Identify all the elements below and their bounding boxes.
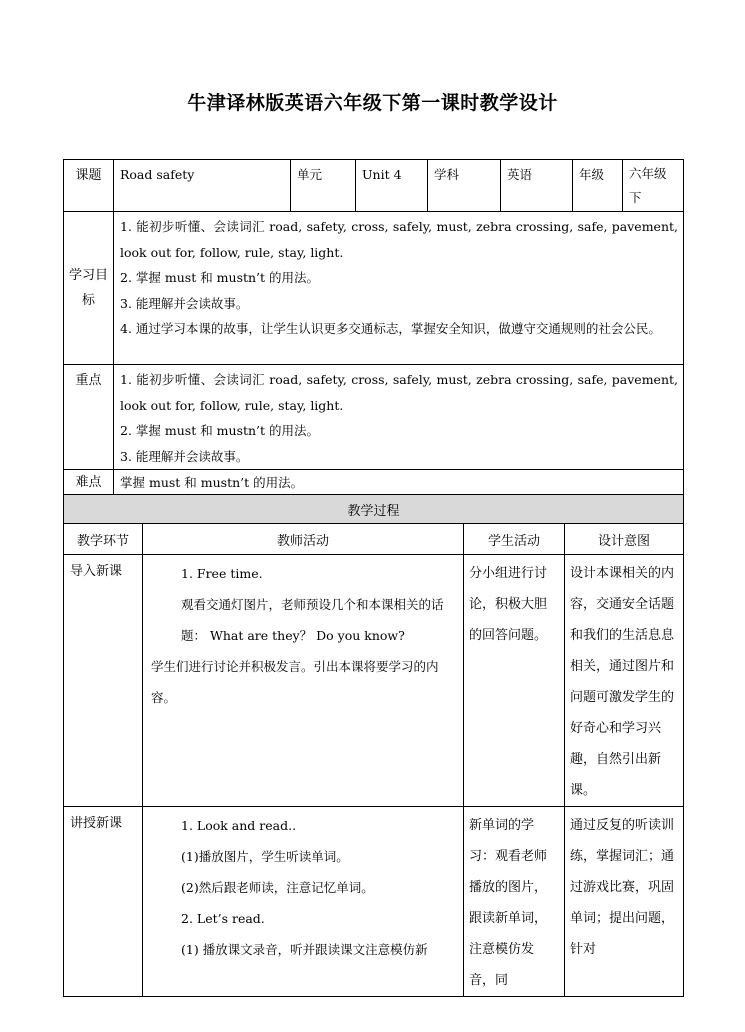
teach-design-text: 通过反复的听读训练，掌握词汇；通过游戏比赛，巩固单词；提出问题，针对 [570,818,675,957]
intro-design-text: 设计本课相关的内容，交通安全话题和我们的生活息息相关，通过图片和问题可激发学生的好奇心和学习兴趣，自然引出新课。 [570,566,675,798]
topic-value: Road safety [114,160,291,212]
unit-value: Unit 4 [356,160,428,212]
teach-design-intent [565,807,684,997]
objectives-line-4: 4. 通过学习本课的故事，让学生认识更多交通标志，掌握安全知识，做遵守交通规则的社会公民。 [120,321,661,336]
grade-label: 年级 [573,160,623,212]
lesson-info-table [63,159,684,497]
intro-student-text: 分小组进行讨论，积极大胆的回答问题。 [469,566,548,643]
objectives-label: 学习目标 [64,212,114,365]
grade-value: 六年级下 [623,160,684,212]
col-stage-header: 教学环节 [64,524,143,555]
objectives-content [114,212,684,365]
intro-student-activity [464,555,565,807]
subject-value: 英语 [501,160,573,212]
document-title: 牛津译林版英语六年级下第一课时教学设计 [187,92,558,114]
col-teacher-header: 教师活动 [143,524,464,555]
intro-teacher-activity [143,555,464,807]
teach-teacher-line-3: (2)然后跟老师读，注意记忆单词。 [181,880,374,895]
intro-design-intent [565,555,684,807]
teach-student-text: 新单词的学习：观看老师播放的图片，跟读新单词，注意模仿发音，同 [469,818,548,988]
key-points-line-1b: look out for, follow, rule, stay, light. [120,397,344,413]
unit-label: 单元 [291,160,356,212]
teach-stage: 讲授新课 [64,807,143,997]
teach-teacher-line-1: 1. Look and read.. [181,818,297,833]
subject-label: 学科 [428,160,501,212]
teach-student-activity [464,807,565,997]
intro-teacher-line-3: 学生们进行讨论并积极发言。引出本课将要学习的内容。 [151,659,439,705]
process-table [63,494,684,997]
key-points-line-1a: 1. 能初步听懂、会读词汇 road, safety, cross, safely, must, zebra crossing, safe, pavement, [120,372,678,387]
intro-teacher-line-1: 1. Free time. [181,566,263,581]
objectives-line-1b: look out for, follow, rule, stay, light. [120,244,344,260]
difficulty-content: 掌握 must 和 mustn’t 的用法。 [114,470,684,497]
col-design-header: 设计意图 [565,524,684,555]
key-points-label: 重点 [64,365,114,470]
teach-teacher-line-5: (1) 播放课文录音，听并跟读课文注意模仿新 [181,942,428,957]
col-student-header: 学生活动 [464,524,565,555]
teach-teacher-line-2: (1)播放图片，学生听读单词。 [181,849,349,864]
intro-teacher-line-2: 观看交通灯图片，老师预设几个和本课相关的话题： What are they？ Do you know? [181,597,444,643]
objectives-line-2: 2. 掌握 must 和 mustn’t 的用法。 [120,270,320,285]
difficulty-label: 难点 [64,470,114,497]
teach-teacher-activity [143,807,464,997]
process-header: 教学过程 [64,495,684,524]
key-points-content [114,365,684,470]
objectives-line-1a: 1. 能初步听懂、会读词汇 road, safety, cross, safely, must, zebra crossing, safe, pavement, [120,219,678,234]
key-points-line-2: 2. 掌握 must 和 mustn’t 的用法。 [120,423,320,438]
key-points-line-3: 3. 能理解并会读故事。 [120,448,249,464]
objectives-line-3: 3. 能理解并会读故事。 [120,295,249,311]
intro-stage: 导入新课 [64,555,143,807]
teach-teacher-line-4: 2. Let’s read. [181,911,265,926]
topic-label: 课题 [64,160,114,212]
